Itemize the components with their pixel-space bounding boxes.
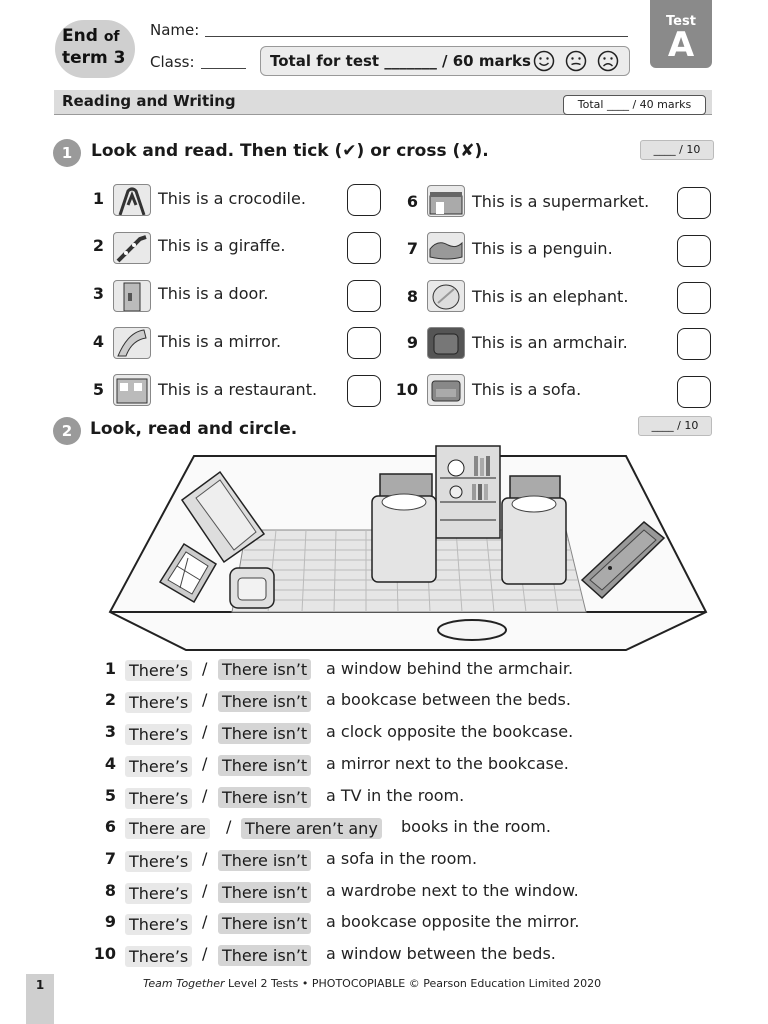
crocodile-picture [113,184,151,216]
slash: / [226,817,232,836]
exercise-2-instruction: Look, read and circle. [90,419,298,439]
option-there-are[interactable]: There are [125,818,210,839]
door-picture [113,280,151,312]
tick-box[interactable] [677,235,711,267]
option-there-isnt[interactable]: There isn’t [218,882,311,903]
giraffe-picture [113,232,151,264]
mirror-picture [113,327,151,359]
option-there-isnt[interactable]: There isn’t [218,659,311,680]
option-there-isnt[interactable]: There isn’t [218,723,311,744]
item-sentence: This is a sofa. [472,380,582,399]
tick-box[interactable] [677,282,711,314]
item-number: 3 [92,284,104,303]
slash: / [202,690,208,709]
class-field[interactable] [201,68,246,69]
row-text: a mirror next to the bookcase. [326,754,569,773]
option-theres[interactable]: There’s [125,692,192,713]
tick-box[interactable] [347,232,381,264]
tick-box[interactable] [347,327,381,359]
item-number: 8 [406,287,418,306]
item-sentence: This is a giraffe. [158,236,286,255]
penguin-picture [427,232,465,264]
row-text: books in the room. [401,817,551,836]
row-text: a window behind the armchair. [326,659,574,678]
option-there-isnt[interactable]: There isn’t [218,945,311,966]
option-theres[interactable]: There’s [125,851,192,872]
row-text: a window between the beds. [326,944,556,963]
exercise-1-number: 1 [53,139,81,167]
item-sentence: This is a crocodile. [158,189,306,208]
option-theres[interactable]: There’s [125,883,192,904]
item-number: 7 [406,239,418,258]
bedroom-illustration [96,440,718,658]
item-number: 6 [406,192,418,211]
slash: / [202,881,208,900]
footer-book-title: Team Together [143,977,225,990]
option-theres[interactable]: There’s [125,724,192,745]
tick-box[interactable] [677,187,711,219]
option-there-isnt[interactable]: There isn’t [218,850,311,871]
row-number: 6 [104,817,116,836]
row-number: 10 [93,944,116,963]
row-text: a clock opposite the bookcase. [326,722,574,741]
sad-face-icon [599,52,618,71]
row-number: 2 [104,690,116,709]
test-tab: Test A [650,0,712,68]
item-sentence: This is a penguin. [472,239,613,258]
smiley-faces [533,50,623,72]
slash: / [202,944,208,963]
item-number: 2 [92,236,104,255]
option-there-isnt[interactable]: There isn’t [218,755,311,776]
option-theres[interactable]: There’s [125,946,192,967]
item-sentence: This is a door. [158,284,269,303]
row-text: a TV in the room. [326,786,465,805]
slash: / [202,849,208,868]
section-total: Total ____ / 40 marks [563,95,706,115]
row-number: 4 [104,754,116,773]
row-number: 3 [104,722,116,741]
slash: / [202,912,208,931]
row-number: 9 [104,912,116,931]
option-there-isnt[interactable]: There isn’t [218,691,311,712]
row-text: a bookcase opposite the mirror. [326,912,580,931]
neutral-face-icon [567,52,586,71]
footer-copyright: Level 2 Tests • PHOTOCOPIABLE © Pearson Education Limited 2020 [224,977,602,990]
exercise-1-instruction: Look and read. Then tick (✔) or cross (✘). [91,141,489,161]
tick-box[interactable] [347,280,381,312]
row-number: 7 [104,849,116,868]
item-number: 9 [406,333,418,352]
exercise-1-score: ____ / 10 [640,140,714,160]
item-number: 10 [395,380,418,399]
option-there-isnt[interactable]: There isn’t [218,787,311,808]
sofa-picture [427,374,465,406]
row-number: 1 [104,659,116,678]
class-label: Class: [150,53,195,71]
item-sentence: This is a restaurant. [158,380,318,399]
slash: / [202,722,208,741]
tick-box[interactable] [677,328,711,360]
slash: / [202,659,208,678]
tick-box[interactable] [677,376,711,408]
elephant-picture [427,280,465,312]
row-number: 5 [104,786,116,805]
supermarket-picture [427,185,465,217]
option-there-isnt[interactable]: There isn’t [218,913,311,934]
armchair-picture [427,327,465,359]
name-field[interactable] [205,36,628,37]
option-theres[interactable]: There’s [125,660,192,681]
slash: / [202,754,208,773]
option-theres[interactable]: There’s [125,788,192,809]
option-theres[interactable]: There’s [125,914,192,935]
restaurant-picture [113,374,151,406]
item-sentence: This is a supermarket. [472,192,650,211]
name-label: Name: [150,21,200,39]
item-number: 1 [92,189,104,208]
section-title: Reading and Writing [62,92,236,110]
total-for-test-label: Total for test _______ / 60 marks [270,52,531,70]
tick-box[interactable] [347,375,381,407]
happy-face-icon [535,52,554,71]
page-number: 1 [26,974,54,1024]
item-sentence: This is an elephant. [472,287,629,306]
option-theres[interactable]: There’s [125,756,192,777]
row-text: a bookcase between the beds. [326,690,571,709]
row-text: a wardrobe next to the window. [326,881,579,900]
exercise-2-score: ____ / 10 [638,416,712,436]
option-there-arent-any[interactable]: There aren’t any [241,818,382,839]
end-of-term-label: End of term 3 [62,26,126,68]
exercise-2-number: 2 [53,417,81,445]
item-sentence: This is an armchair. [472,333,628,352]
item-sentence: This is a mirror. [158,332,282,351]
footer-credit [143,977,601,990]
tick-box[interactable] [347,184,381,216]
slash: / [202,786,208,805]
item-number: 4 [92,332,104,351]
row-text: a sofa in the room. [326,849,478,868]
item-number: 5 [92,380,104,399]
row-number: 8 [104,881,116,900]
